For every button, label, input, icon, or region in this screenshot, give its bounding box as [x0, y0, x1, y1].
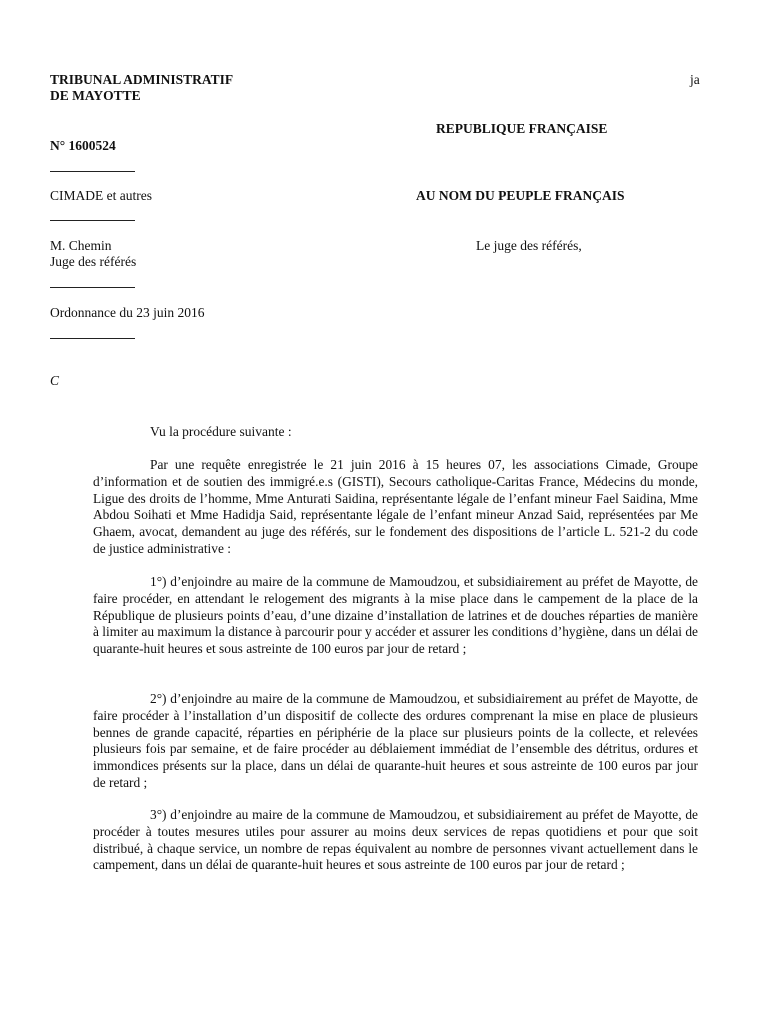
intro-line: Vu la procédure suivante : — [150, 424, 292, 439]
case-number: N° 1600524 — [50, 138, 116, 153]
judge-name: M. Chemin — [50, 238, 112, 253]
paragraph-text: 1°) d’enjoindre au maire de la commune de Mamoudzou, et subsidiairement au préfet de Mayotte, de faire procéder, en attendant le relogement des migrants à la mise place dans le campement de la place de la République de plusieurs points d’eau, d’une dizaine d’installation de latrines et de douches réparties de manière à limiter au maximum la distance à parcourir pour y accéder et assurer les conditions d’hygiène, dans un délai de quarante-huit heures et sous astreinte de 100 euros par jour de retard ; — [93, 574, 698, 657]
parties: CIMADE et autres — [50, 188, 152, 203]
court-name — [50, 72, 233, 104]
paragraph-demand-3 — [93, 807, 698, 874]
paragraph-request — [93, 457, 698, 558]
paragraph-text: 2°) d’enjoindre au maire de la commune de Mamoudzou, et subsidiairement au préfet de Mayotte, de faire procéder à l’installation d’un dispositif de collecte des ordures comprenant la mise en place de plusieurs bennes de grande capacité, réparties en périphérie de la place sur plusieurs points de la collecte, et relevées plusieurs fois par semaine, et de faire procéder au déblaiement immédiat de l’ensemble des détritus, ordures et immondices présents sur la place, dans un délai de quarante-huit heures et sous astreinte de 100 euros par jour de retard ; — [93, 691, 698, 790]
code-letter: C — [50, 373, 60, 388]
judge-title: Juge des référés — [50, 254, 137, 269]
order-date: Ordonnance du 23 juin 2016 — [50, 305, 205, 320]
judge-heading: Le juge des référés, — [476, 238, 582, 253]
court-name-line2: DE MAYOTTE — [50, 88, 141, 103]
judge-block — [50, 238, 136, 270]
separator-rule — [50, 287, 135, 288]
paragraph-text: 3°) d’enjoindre au maire de la commune de Mamoudzou, et subsidiairement au préfet de Mayotte, de procéder à toutes mesures utiles pour assurer au moins deux services de repas quotidiens et pour que soit distribué, à chaque service, un nombre de repas équivalent au nombre de personnes vivant actuellement dans le campement, dans un délai de quarante-huit heures et sous astreinte de 100 euros par jour de retard ; — [93, 807, 698, 873]
court-name-line1: TRIBUNAL ADMINISTRATIF — [50, 72, 234, 87]
separator-rule — [50, 171, 135, 172]
initials: ja — [690, 72, 700, 87]
separator-rule — [50, 220, 135, 221]
paragraph-text: Par une requête enregistrée le 21 juin 2016 à 15 heures 07, les associations Cimade, Groupe d’information et de soutien des immigré.e.s (GISTI), Secours catholique-Caritas France, Médecins du monde, Ligue des droits de l’homme, Mme Anturati Saidina, représentante légale de l’enfant mineur Fael Saidina, Mme Abdou Soihati et Mme Hadidja Said, représentante légale de l’enfant mineur Anzad Said, représentées par Me Ghaem, avocat, demandent au juge des référés, sur le fondement des dispositions de l’article L. 521-2 du code de justice administrative : — [93, 457, 698, 556]
in-the-name-heading: AU NOM DU PEUPLE FRANÇAIS — [416, 188, 625, 203]
paragraph-demand-1 — [93, 574, 698, 658]
republic-heading: REPUBLIQUE FRANÇAISE — [436, 121, 608, 136]
separator-rule — [50, 338, 135, 339]
paragraph-demand-2 — [93, 691, 698, 792]
